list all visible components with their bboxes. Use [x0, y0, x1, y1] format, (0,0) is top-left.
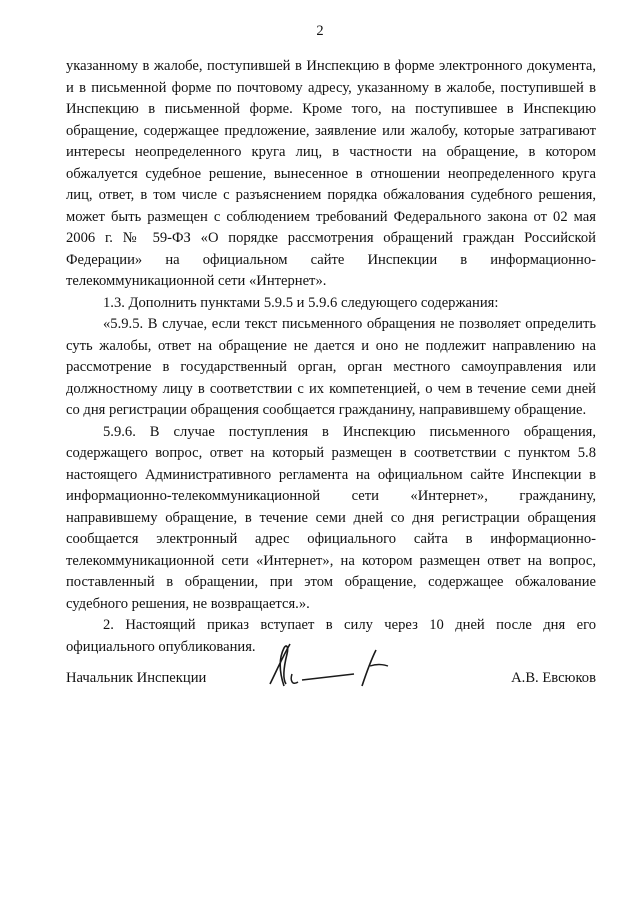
- document-body: [66, 56, 596, 658]
- paragraph-item-2: 2. Настоящий приказ вступает в силу через 10 дней после дня его официального опубликования.: [66, 617, 596, 655]
- paragraph-item-5-9-6: 5.9.6. В случае поступления в Инспекцию письменного обращения, содержащего вопрос, ответ на который размещен в соответствии с пунктом 5.8 настоящего Административного регламента на официальном сайте Инспекции в информационно-телекоммуникационной сети «Интернет», гражданину, направившему обращение, в течение семи дней со дня регистрации обращения сообщается электронный адрес официального сайта в информационно-телекоммуникационной сети «Интернет», на котором размещен ответ на вопрос, поставленный в обращении, при этом обращение, содержащее обжалование судебного решения, не возвращается.».: [66, 423, 596, 612]
- page-number: 2: [316, 23, 324, 39]
- handwritten-signature: [262, 634, 402, 692]
- paragraph-continuation: указанному в жалобе, поступившей в Инспекцию в форме электронного документа, и в письменной форме по почтовому адресу, указанному в жалобе, поступившей в Инспекцию в письменной форме. Кроме того, на поступившее в Инспекцию обращение, содержащее предложение, заявление или жалобу, которые затрагивают интересы неопределенного круга лиц, в частности на обращение, в котором обжалуется судебное решение, вынесенное в отношении неопределенного круга лиц, ответ, в том числе с разъяснением порядка обжалования судебного решения, может быть размещен с соблюдением требований Федерального закона от 02 мая 2006 г. № 59-ФЗ «О порядке рассмотрения обращений граждан Российской Федерации» на официальном сайте Инспекции в информационно-телекоммуникационной сети «Интернет».: [66, 58, 596, 289]
- signature-block: [66, 634, 596, 694]
- signatory-position: Начальник Инспекции: [66, 670, 207, 686]
- signatory-name: А.В. Евсюков: [511, 670, 596, 686]
- paragraph-item-1-3: 1.3. Дополнить пунктами 5.9.5 и 5.9.6 следующего содержания:: [103, 294, 499, 311]
- paragraph-item-5-9-5: «5.9.5. В случае, если текст письменного обращения не позволяет определить суть жалобы, ответ на обращение не дается и оно не подлежит направлению на рассмотрение в государственный орган, орган местного самоуправления или должностному лицу в соответствии с их компетенцией, о чем в течение семи дней со дня регистрации обращения сообщается гражданину, направившему обращение.: [66, 316, 596, 418]
